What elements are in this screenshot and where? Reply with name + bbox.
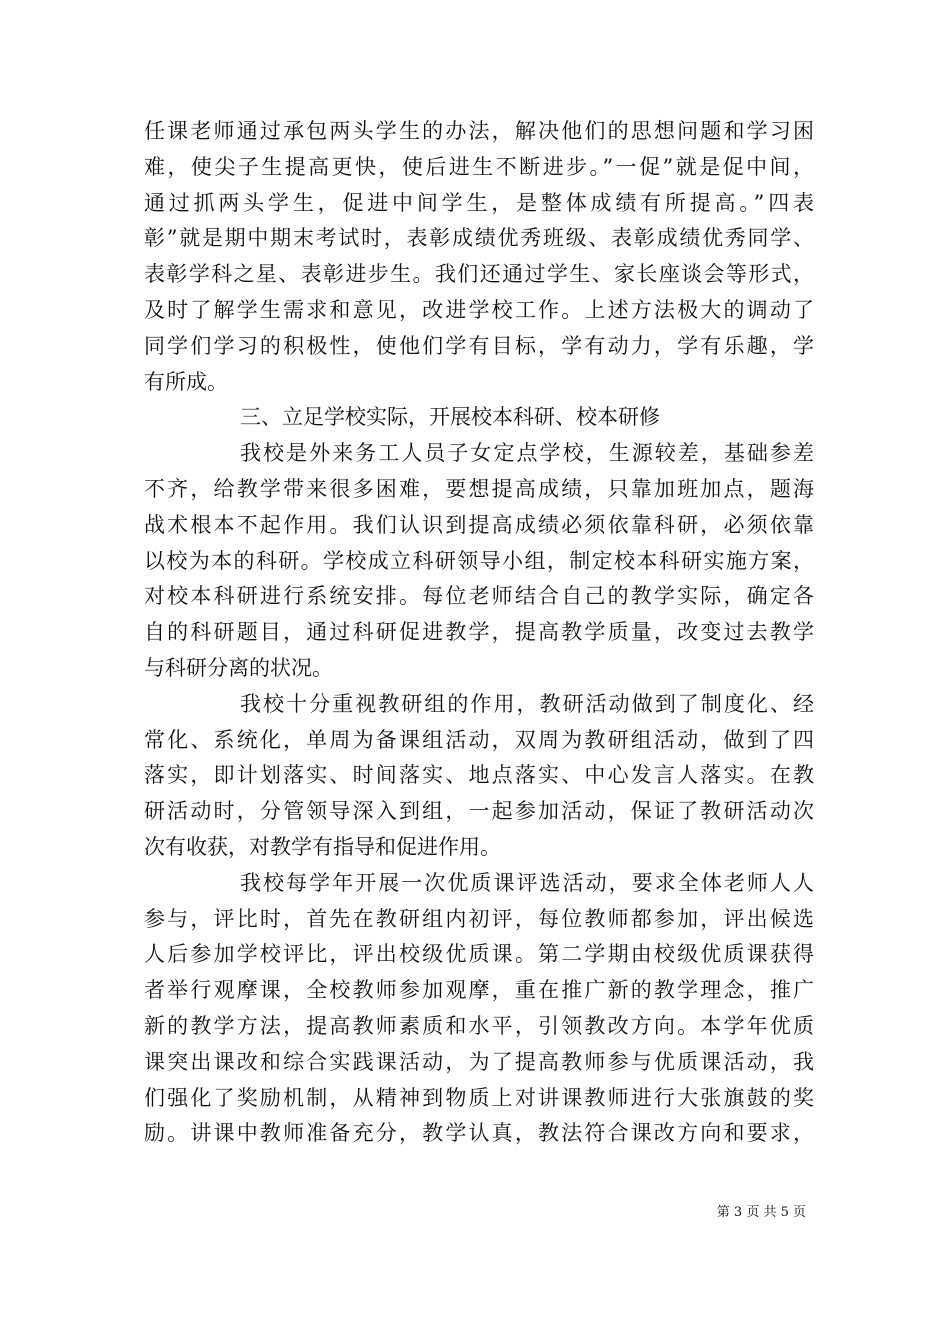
text-line: 及时了解学生需求和意见，改进学校工作。上述方法极大的调动了 [144,297,814,322]
text-line: 们强化了奖励机制，从精神到物质上对讲课教师进行大张旗鼓的奖 [144,1085,814,1110]
text-line: 自的科研题目，通过科研促进教学，提高教学质量，改变过去教学 [144,620,814,645]
text-line: 彰”就是期中期末考试时，表彰成绩优秀班级、表彰成绩优秀同学、 [144,226,814,251]
text-line: 我校十分重视教研组的作用，教研活动做到了制度化、经 [240,691,814,716]
text-line: 任课老师通过承包两头学生的办法，解决他们的思想问题和学习困 [144,119,814,143]
text-line: 参与，评比时，首先在教研组内初评，每位教师都参加，评出候选 [144,906,814,931]
text-line: 表彰学科之星、表彰进步生。我们还通过学生、家长座谈会等形式， [144,262,814,287]
section-heading: 三、立足学校实际，开展校本科研、校本研修 [240,405,660,430]
text-line: 者举行观摩课，全校教师参加观摩，重在推广新的教学理念，推广 [144,978,814,1003]
text-line: 不齐，给教学带来很多困难，要想提高成绩，只靠加班加点，题海 [144,476,814,501]
text-line: 落实，即计划落实、时间落实、地点落实、中心发言人落实。在教 [144,763,814,788]
document-body [144,114,814,1152]
text-line: 励。讲课中教师准备充分，教学认真，教法符合课改方向和要求， [144,1121,814,1146]
text-line: 研活动时，分管领导深入到组，一起参加活动，保证了教研活动次 [144,799,814,824]
text-line: 与科研分离的状况。 [144,655,333,680]
text-line: 难，使尖子生提高更快，使后进生不断进步。”一促”就是促中间， [144,154,814,179]
text-line: 通过抓两头学生，促进中间学生，是整体成绩有所提高。”四表 [144,190,814,215]
text-line: 战术根本不起作用。我们认识到提高成绩必须依靠科研，必须依靠 [144,512,814,537]
text-line: 我校是外来务工人员子女定点学校，生源较差，基础参差 [240,441,814,466]
text-line: 常化、系统化，单周为备课组活动，双周为教研组活动，做到了四 [144,727,814,752]
text-line: 课突出课改和综合实践课活动，为了提高教师参与优质课活动，我 [144,1049,814,1074]
text-line: 对校本科研进行系统安排。每位老师结合自己的教学实际，确定各 [144,584,814,609]
text-line: 我校每学年开展一次优质课评选活动，要求全体老师人人 [240,870,814,895]
text-line: 以校为本的科研。学校成立科研领导小组，制定校本科研实施方案， [144,548,814,573]
text-line: 同学们学习的积极性，使他们学有目标，学有动力，学有乐趣，学 [144,333,814,358]
text-line: 有所成。 [144,369,228,394]
text-line: 人后参加学校评比，评出校级优质课。第二学期由校级优质课获得 [144,942,814,967]
page-footer: 第 3 页 共 5 页 [716,1205,806,1220]
text-line: 新的教学方法，提高教师素质和水平，引领教改方向。本学年优质 [144,1013,814,1038]
text-line: 次有收获，对教学有指导和促进作用。 [144,834,501,859]
